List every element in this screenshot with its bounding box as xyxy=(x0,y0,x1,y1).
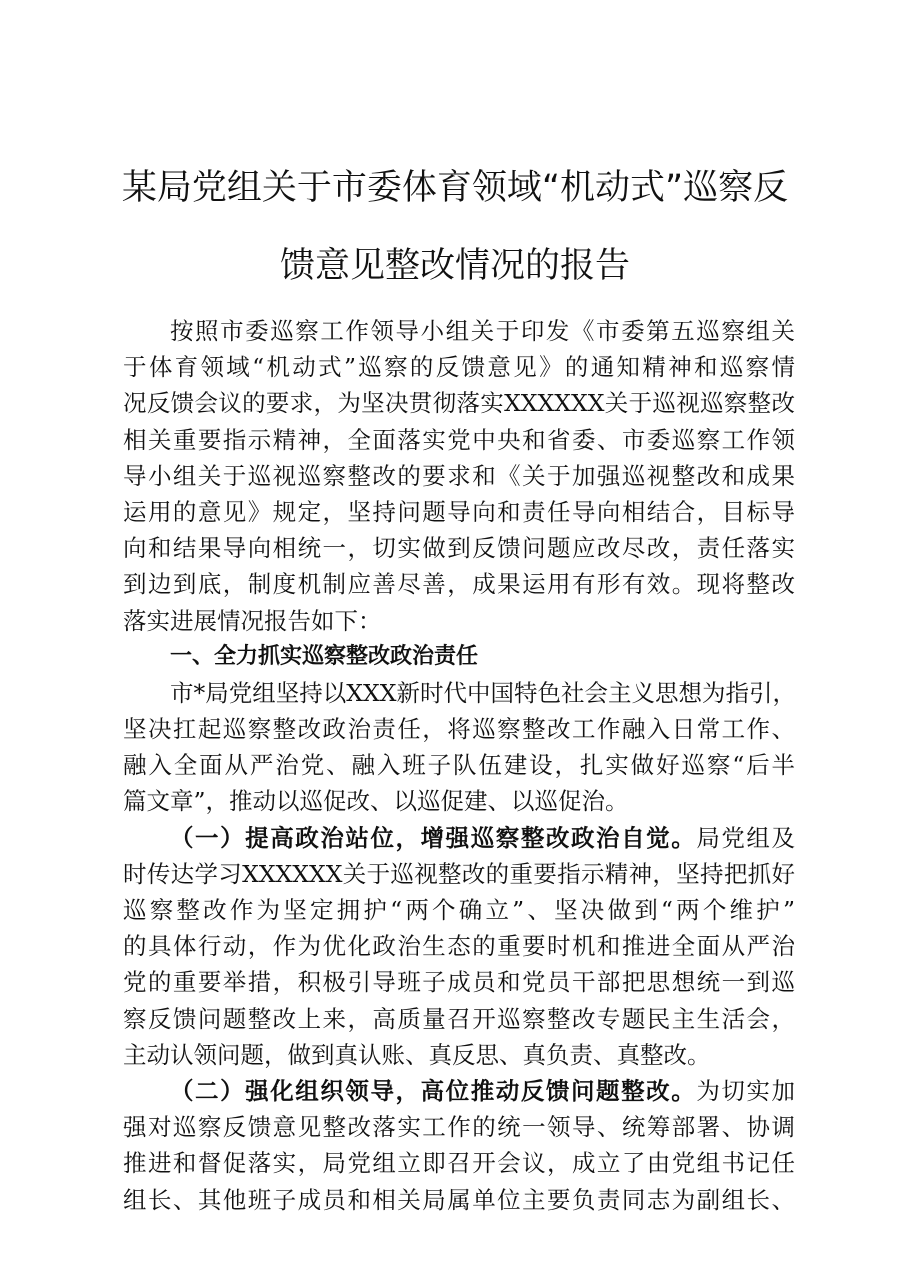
section-line: 市*局党组坚持以XXX新时代中国特色社会主义思想为指引， xyxy=(170,678,796,707)
subsection-line: 巡察整改作为坚定拥护“两个确立”、坚决做到“两个维护” xyxy=(123,896,795,924)
intro-line: 落实进展情况报告如下： xyxy=(123,606,382,635)
subsection-line: 组长、其他班子成员和相关局属单位主要负责同志为副组长、 xyxy=(123,1185,795,1214)
section-line: 融入全面从严治党、融入班子队伍建设，扎实做好巡察“后半 xyxy=(123,751,795,780)
document-body xyxy=(123,313,795,1218)
intro-line: 况反馈会议的要求，为坚决贯彻落实XXXXXX关于巡视巡察整改 xyxy=(123,389,795,418)
subsection-lead: （二）强化组织领导，高位推动反馈问题整改。 xyxy=(170,1076,697,1105)
intro-line: 导小组关于巡视巡察整改的要求和《关于加强巡视整改和成果 xyxy=(123,461,795,490)
subsection-lead: （一）提高政治站位，增强巡察整改政治自觉。 xyxy=(170,823,697,852)
intro-line: 于体育领域“机动式”巡察的反馈意见》的通知精神和巡察情 xyxy=(123,353,795,382)
intro-line: 运用的意见》规定，坚持问题导向和责任导向相结合，目标导 xyxy=(123,497,795,526)
subsection-line: 的具体行动，作为优化政治生态的重要时机和推进全面从严治 xyxy=(123,932,795,961)
intro-line: 按照市委巡察工作领导小组关于印发《市委第五巡察组关 xyxy=(170,317,795,345)
section-line: 坚决扛起巡察整改政治责任，将巡察整改工作融入日常工作、 xyxy=(123,715,795,744)
subsection-text: 为切实加 xyxy=(696,1076,795,1105)
subsection-line: 推进和督促落实，局党组立即召开会议，成立了由党组书记任 xyxy=(123,1149,795,1178)
subsection-first-line xyxy=(123,820,795,856)
document-title-line-2: 馈意见整改情况的报告 xyxy=(279,246,630,286)
subsection-line: 察反馈问题整改上来，高质量召开巡察整改专题民主生活会， xyxy=(123,1004,795,1033)
document-title-line-1: 某局党组关于市委体育领域“机动式”巡察反 xyxy=(121,168,789,208)
subsection-line: 时传达学习XXXXXX关于巡视整改的重要指示精神，坚持把抓好 xyxy=(123,859,795,888)
intro-line: 到边到底，制度机制应善尽善，成果运用有形有效。现将整改 xyxy=(123,570,795,599)
subsection-line: 党的重要举措，积极引导班子成员和党员干部把思想统一到巡 xyxy=(123,968,795,997)
section-line: 篇文章”，推动以巡促改、以巡促建、以巡促治。 xyxy=(123,787,629,816)
subsection-line: 强对巡察反馈意见整改落实工作的统一领导、统筹部署、协调 xyxy=(123,1113,795,1142)
subsection-line: 主动认领问题，做到真认账、真反思、真负责、真整改。 xyxy=(123,1040,711,1069)
subsection-first-line xyxy=(123,1073,795,1109)
section-heading: 一、全力抓实巡察整改政治责任 xyxy=(170,643,479,669)
intro-line: 相关重要指示精神，全面落实党中央和省委、市委巡察工作领 xyxy=(123,425,795,454)
subsection-text: 局党组及 xyxy=(696,823,795,852)
intro-line: 向和结果导向相统一，切实做到反馈问题应改尽改，责任落实 xyxy=(123,534,795,563)
